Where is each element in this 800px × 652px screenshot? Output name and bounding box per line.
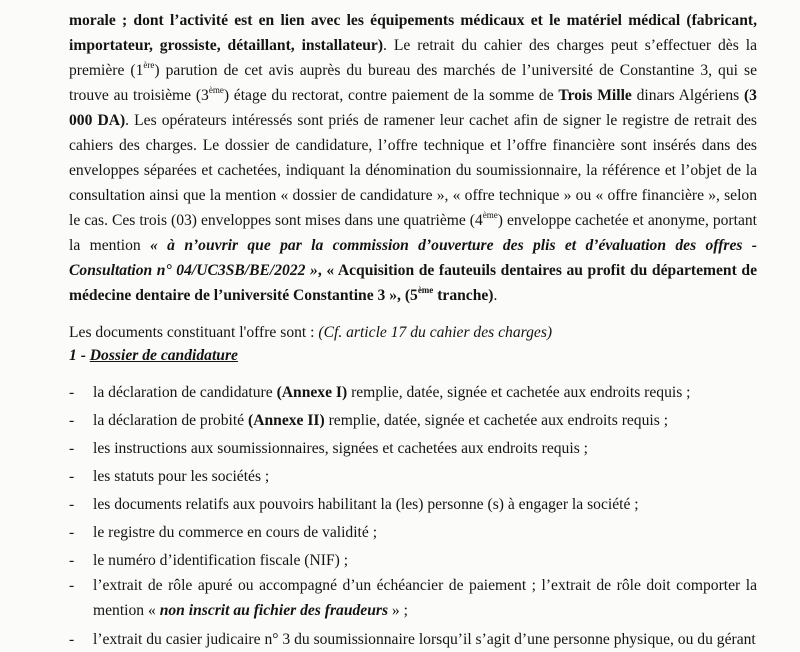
body-paragraph: morale ; dont l’activité est en lien avec les équipements médicaux et le matériel médical (fabricant, importateur, grossiste, détaillant, installateur). Le retrait du cahier des charges peut s’effectuer dès la première (1ère) parution de cet avis auprès du bureau des marchés de l’université de Constantine 3, qui se trouve au troisième (3ème) étage du rectorat, contre paiement de la somme de Trois Mille dinars Algériens (3 000 DA). Les opérateurs intéressés sont priés de ramener leur cachet afin de signer le registre de retrait des cahiers des charges. Le dossier de candidature, l’offre technique et l’offre financière sont insérés dans des enveloppes séparées et cachetées, indiquant la dénomination du soumissionnaire, la référence et l’objet de la consultation ainsi que la mention « dossier de candidature », « offre technique » ou « offre financière », selon le cas. Ces trois (03) enveloppes sont mises dans une quatrième (4ème) enveloppe cachetée et anonyme, portant la mention « à n’ouvrir que par la commission d’ouverture des plis et d’évaluation des offres - Consultation n° 04/UC3SB/BE/2022 », « Acquisition de fauteuils dentaires au profit du département de médecine dentaire de l’université Constantine 3 », (5ème tranche). (69, 12, 757, 304)
list-item: - les statuts pour les sociétés ; (69, 464, 757, 489)
list-item: - les documents relatifs aux pouvoirs habilitant la (les) personne (s) à engager la société ; (69, 492, 757, 517)
list-item: - l’extrait du casier judicaire n° 3 du soumissionnaire lorsqu’il s’agit d’une personne physique, ou du gérant (69, 627, 757, 652)
dash-bullet: - (69, 552, 75, 569)
dash-bullet: - (69, 496, 75, 513)
section-heading: 1 - Dossier de candidature (69, 347, 238, 364)
offer-documents-line: Les documents constituant l'offre sont : (Cf. article 17 du cahier des charges) (69, 324, 553, 341)
dash-bullet: - (69, 577, 75, 594)
list-item: - l’extrait de rôle apuré ou accompagné d’un échéancier de paiement ; l’extrait de rôle doit comporter la mention « non inscrit au fichier des fraudeurs » ; (69, 573, 757, 623)
dash-bullet: - (69, 468, 75, 485)
dash-bullet: - (69, 524, 75, 541)
list-item: - le registre du commerce en cours de validité ; (69, 520, 757, 545)
list-item: - la déclaration de probité (Annexe II) remplie, datée, signée et cachetée aux endroits requis ; (69, 408, 757, 433)
list-item: - les instructions aux soumissionnaires, signées et cachetées aux endroits requis ; (69, 436, 757, 461)
dash-bullet: - (69, 631, 75, 648)
list-item: - la déclaration de candidature (Annexe I) remplie, datée, signée et cachetée aux endroits requis ; (69, 380, 757, 405)
dash-bullet: - (69, 384, 75, 401)
dash-bullet: - (69, 412, 75, 429)
dash-bullet: - (69, 440, 75, 457)
list-item: - le numéro d’identification fiscale (NIF) ; (69, 548, 757, 573)
